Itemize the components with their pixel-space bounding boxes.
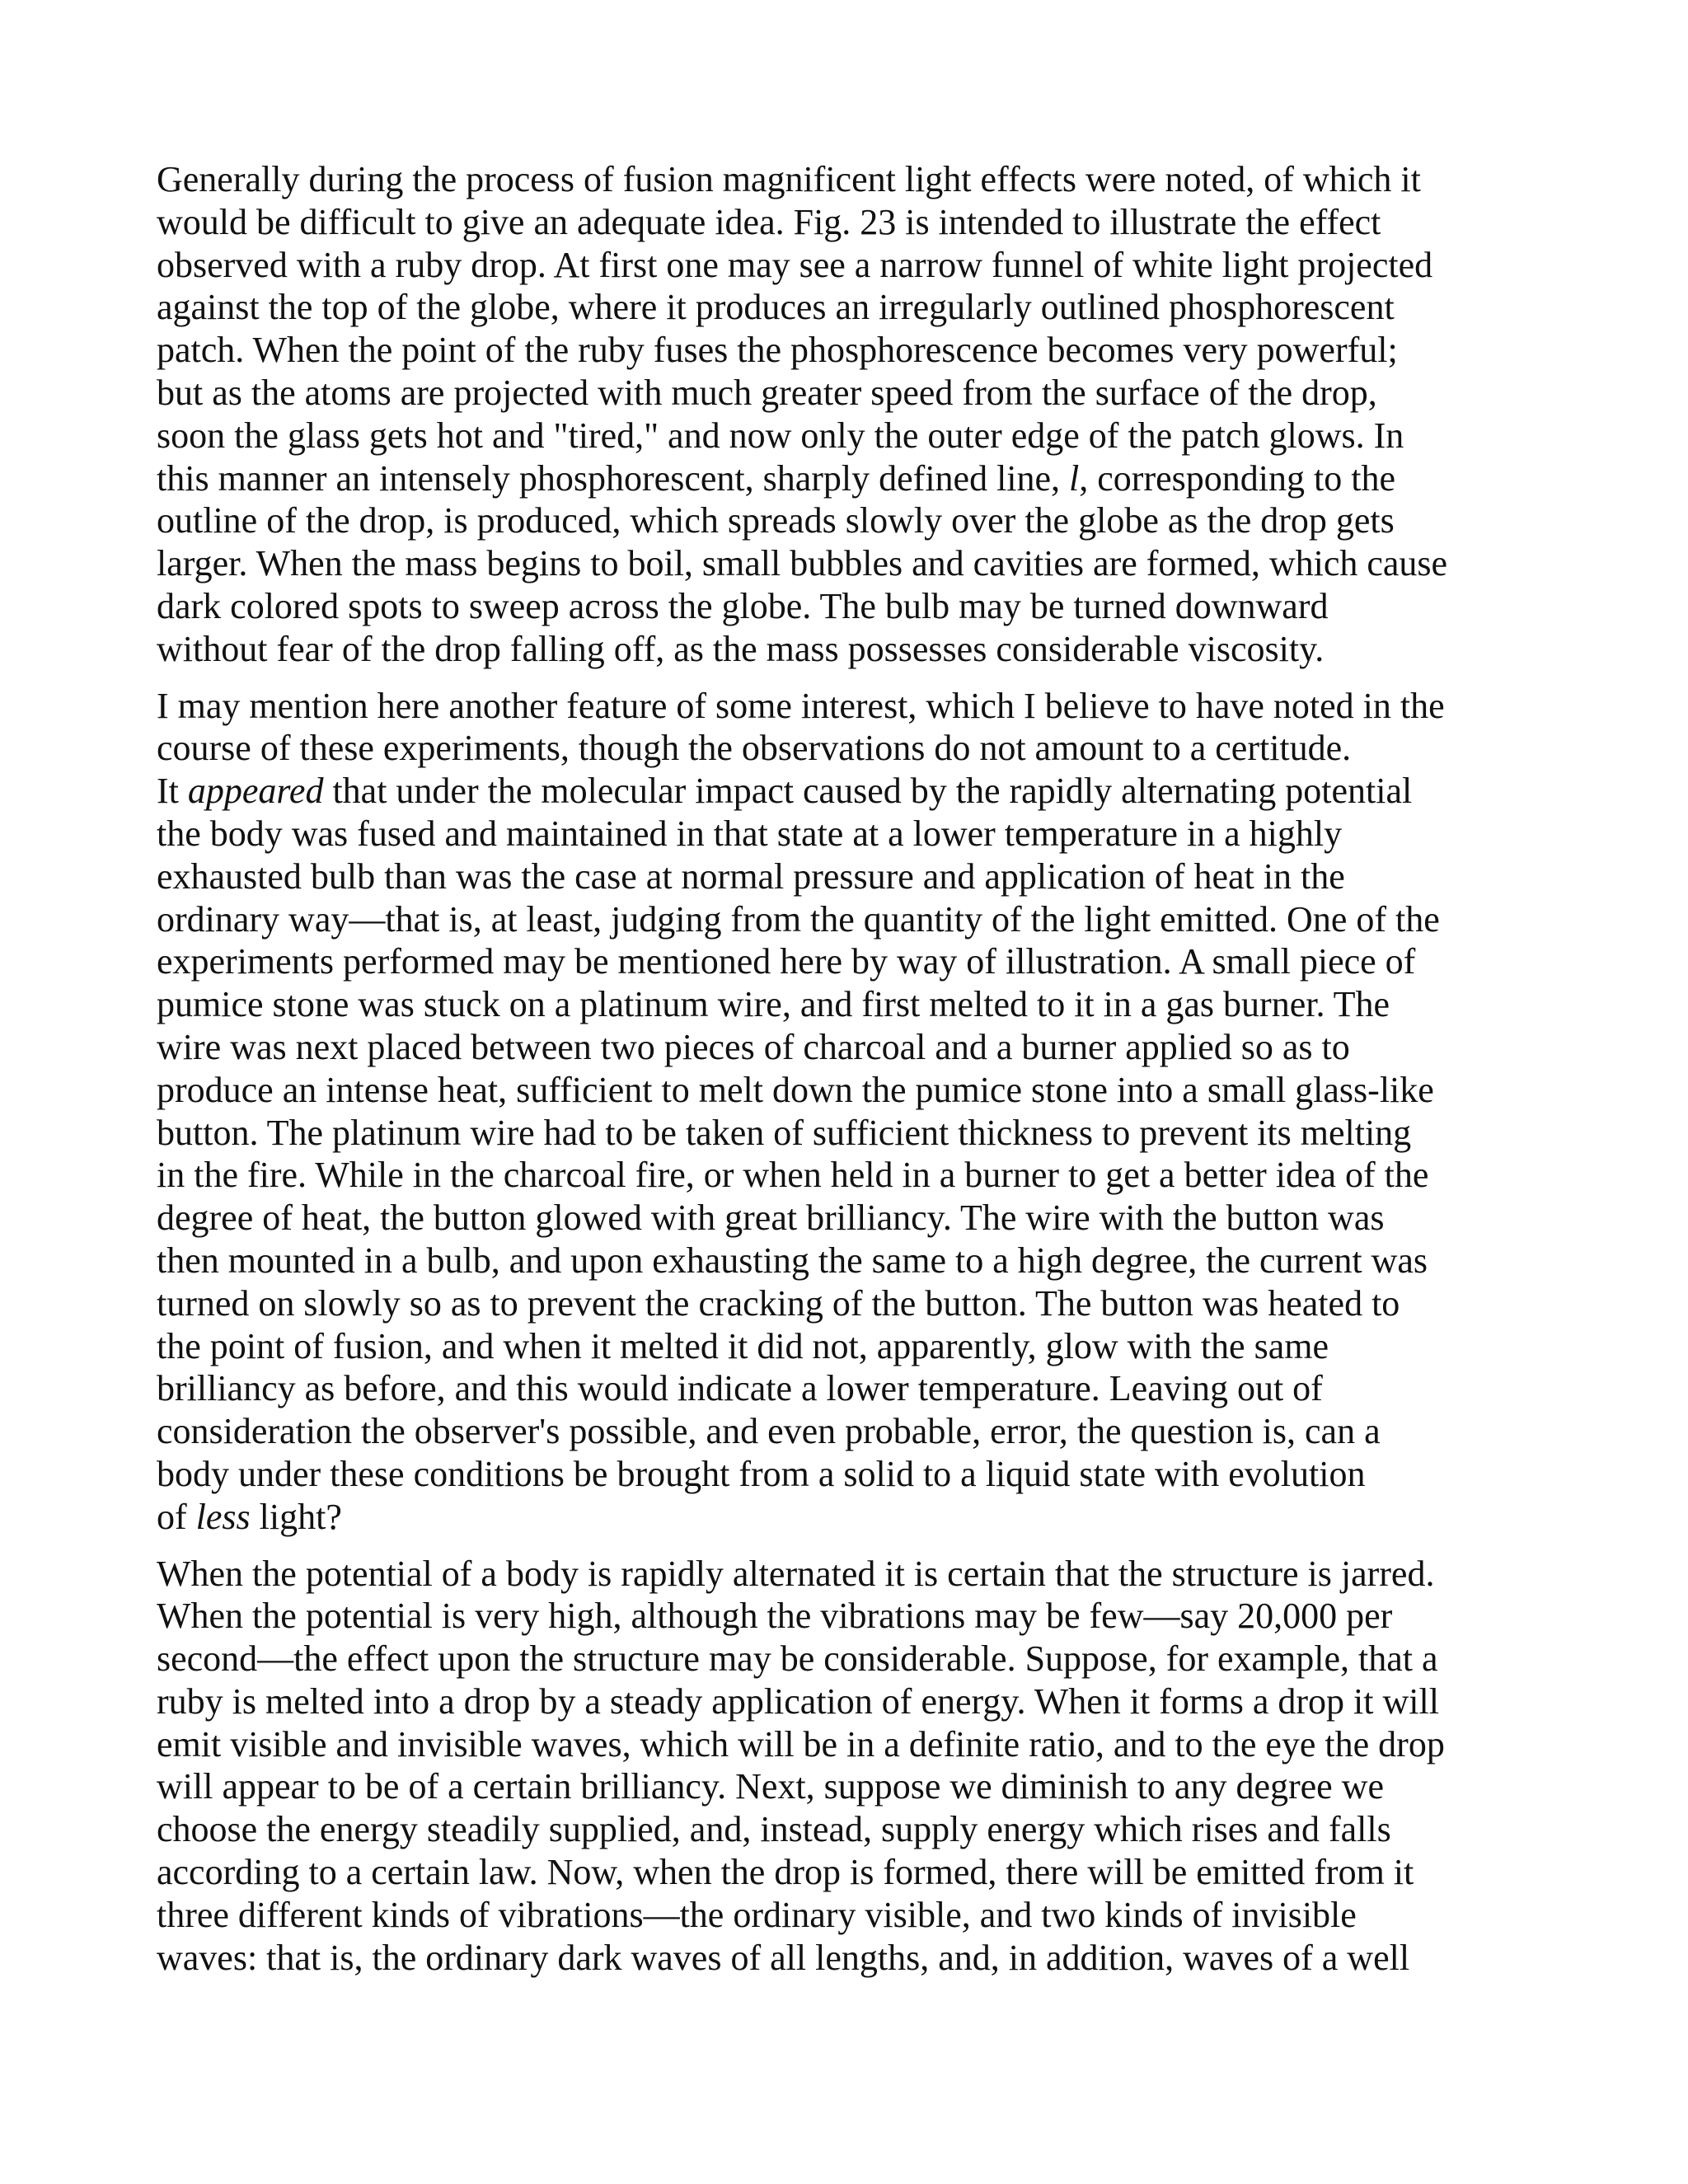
text-line: ruby is melted into a drop by a steady application of energy. When it forms a drop it will (157, 1680, 1439, 1722)
text-line: observed with a ruby drop. At first one may see a narrow funnel of white light projected (157, 244, 1433, 285)
text-line: consideration the observer's possible, and even probable, error, the question is, can a (157, 1411, 1381, 1452)
text-line: without fear of the drop falling off, as the mass possesses considerable viscosity. (157, 628, 1325, 669)
text-line: degree of heat, the button glowed with great brilliancy. The wire with the button was (157, 1197, 1385, 1239)
text-line: three different kinds of vibrations—the ordinary visible, and two kinds of invisible (157, 1894, 1357, 1935)
text-line: the body was fused and maintained in that state at a lower temperature in a highly (157, 813, 1343, 854)
text-line: exhausted bulb than was the case at normal pressure and application of heat in the (157, 855, 1345, 897)
text-run: that under the molecular impact caused by the rapidly alternating potential (323, 771, 1413, 812)
text-line (157, 457, 1550, 500)
text-line: button. The platinum wire had to be taken of sufficient thickness to prevent its melting (157, 1112, 1412, 1153)
text-line: dark colored spots to sweep across the globe. The bulb may be turned downward (157, 585, 1329, 626)
text-line: produce an intense heat, sufficient to melt down the pumice stone into a small glass-like (157, 1069, 1434, 1110)
text-line: according to a certain law. Now, when the drop is formed, there will be emitted from it (157, 1852, 1414, 1893)
text-line: ordinary way—that is, at least, judging from the quantity of the light emitted. One of the (157, 898, 1440, 940)
text-line: then mounted in a bulb, and upon exhausting the same to a high degree, the current was (157, 1240, 1428, 1281)
text-line: against the top of the globe, where it produces an irregularly outlined phosphorescent (157, 287, 1395, 328)
italic-run: l (1069, 457, 1080, 499)
text-line: wire was next placed between two pieces of charcoal and a burner applied so as to (157, 1026, 1350, 1067)
text-line: would be difficult to give an adequate idea. Fig. 23 is intended to illustrate the effect (157, 201, 1381, 242)
text-line: soon the glass gets hot and "tired," and now only the outer edge of the patch glows. In (157, 415, 1404, 456)
text-line (157, 770, 1550, 813)
text-line: When the potential is very high, although the vibrations may be few—say 20,000 per (157, 1596, 1393, 1637)
text-line: choose the energy steadily supplied, and, instead, supply energy which rises and falls (157, 1809, 1391, 1850)
document-page (157, 158, 1550, 1993)
paragraph-3 (157, 1553, 1550, 1980)
text-line: in the fire. While in the charcoal fire, or when held in a burner to get a better idea of the (157, 1155, 1429, 1196)
text-line: body under these conditions be brought from a solid to a liquid state with evolution (157, 1453, 1366, 1494)
text-line: Generally during the process of fusion magnificent light effects were noted, of which it (157, 159, 1421, 199)
text-line: When the potential of a body is rapidly alternated it is certain that the structure is jarred. (157, 1553, 1435, 1594)
text-run: It (157, 771, 188, 812)
text-line: but as the atoms are projected with much greater speed from the surface of the drop, (157, 372, 1377, 413)
paragraph-1 (157, 158, 1550, 671)
text-line: experiments performed may be mentioned here by way of illustration. A small piece of (157, 941, 1416, 982)
text-run: , corresponding to the (1079, 457, 1395, 499)
text-line (157, 1496, 1550, 1539)
text-line: outline of the drop, is produced, which spreads slowly over the globe as the drop gets (157, 500, 1395, 541)
text-line: emit visible and invisible waves, which will be in a definite ratio, and to the eye the drop (157, 1723, 1445, 1765)
italic-run: appeared (187, 771, 324, 812)
text-line: second—the effect upon the structure may be considerable. Suppose, for example, that a (157, 1638, 1438, 1680)
paragraph-2 (157, 685, 1550, 1539)
text-line: patch. When the point of the ruby fuses the phosphorescence becomes very powerful; (157, 330, 1398, 371)
text-line: turned on slowly so as to prevent the cracking of the button. The button was heated to (157, 1282, 1400, 1324)
text-line: waves: that is, the ordinary dark waves of all lengths, and, in addition, waves of a well (157, 1937, 1410, 1978)
text-line: the point of fusion, and when it melted it did not, apparently, glow with the same (157, 1325, 1329, 1366)
text-run: light? (250, 1496, 342, 1537)
italic-run: less (195, 1496, 251, 1537)
text-run: this manner an intensely phosphorescent, sharply defined line, (157, 457, 1070, 499)
text-line: larger. When the mass begins to boil, small bubbles and cavities are formed, which cause (157, 543, 1448, 584)
text-line: I may mention here another feature of some interest, which I believe to have noted in the (157, 685, 1445, 726)
text-line: pumice stone was stuck on a platinum wire, and first melted to it in a gas burner. The (157, 984, 1390, 1025)
text-line: brilliancy as before, and this would indicate a lower temperature. Leaving out of (157, 1368, 1323, 1409)
text-line: will appear to be of a certain brilliancy. Next, suppose we diminish to any degree we (157, 1766, 1384, 1807)
text-line: course of these experiments, though the observations do not amount to a certitude. (157, 728, 1352, 769)
text-run: of (157, 1496, 196, 1537)
